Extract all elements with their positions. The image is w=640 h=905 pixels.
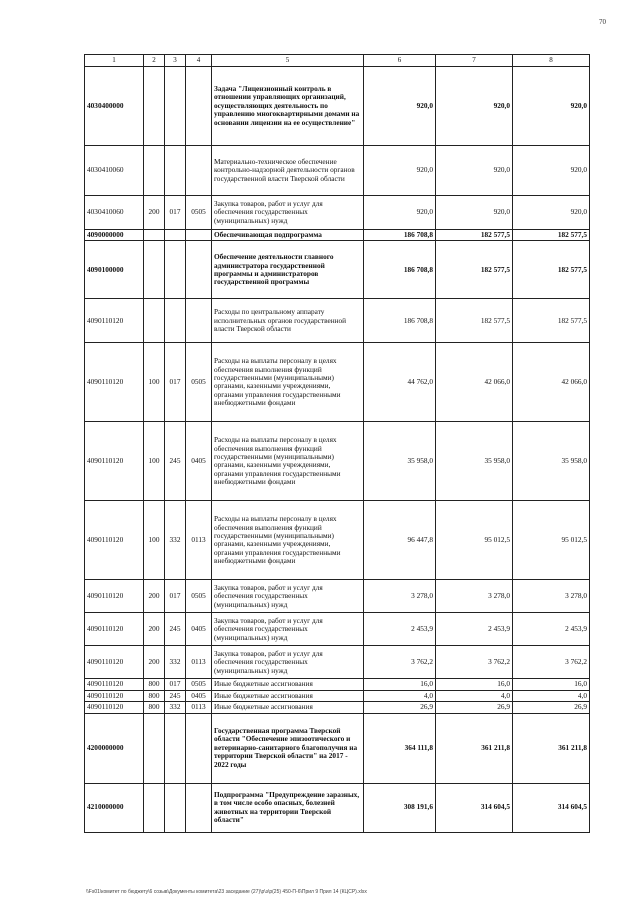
row-code: 4090000000 <box>85 230 144 241</box>
footer-file-path: \\Fs01\комитет по бюджету\6 созыв\Документы комитета\23 заседание (27)\р\з\р(25) 450-П-6\Прил 9 Прил 14 (КЦСР).xlsx <box>86 889 367 895</box>
row-name: Иные бюджетные ассигнования <box>212 702 364 713</box>
row-col3: 017 <box>165 343 186 422</box>
table-row <box>85 580 590 613</box>
row-value-1: 920,0 <box>364 67 436 146</box>
row-value-1: 2 453,9 <box>364 613 436 646</box>
row-col4: 0405 <box>186 613 212 646</box>
row-name: Иные бюджетные ассигнования <box>212 679 364 690</box>
row-value-2: 95 012,5 <box>436 501 513 580</box>
row-value-2: 314 604,5 <box>436 783 513 832</box>
page-number: 70 <box>599 18 606 26</box>
row-col3 <box>165 67 186 146</box>
table-row <box>85 713 590 783</box>
row-col2: 100 <box>144 422 165 501</box>
row-value-1: 186 708,8 <box>364 241 436 299</box>
row-value-3: 4,0 <box>513 690 590 701</box>
row-value-2: 4,0 <box>436 690 513 701</box>
row-code: 4090110120 <box>85 613 144 646</box>
row-col4: 0505 <box>186 343 212 422</box>
row-code: 4090110120 <box>85 679 144 690</box>
table-row <box>85 241 590 299</box>
row-code: 4090110120 <box>85 299 144 343</box>
row-value-2: 42 066,0 <box>436 343 513 422</box>
table-header-row <box>85 55 590 67</box>
row-code: 4030410060 <box>85 196 144 230</box>
row-value-2: 3 278,0 <box>436 580 513 613</box>
row-col4: 0505 <box>186 580 212 613</box>
row-code: 4090110120 <box>85 690 144 701</box>
row-col4: 0505 <box>186 196 212 230</box>
row-value-2: 920,0 <box>436 146 513 196</box>
row-code: 4030410060 <box>85 146 144 196</box>
row-col3: 332 <box>165 702 186 713</box>
row-col3 <box>165 783 186 832</box>
table-row <box>85 299 590 343</box>
row-name: Закупка товаров, работ и услуг для обеспечения государственных (муниципальных) нужд <box>212 196 364 230</box>
row-code: 4090100000 <box>85 241 144 299</box>
row-name: Подпрограмма "Предупреждение заразных, в том числе особо опасных, болезней животных на территории Тверской области" <box>212 783 364 832</box>
header-cell: 3 <box>165 55 186 67</box>
row-col3 <box>165 299 186 343</box>
row-col2 <box>144 299 165 343</box>
row-value-3: 26,9 <box>513 702 590 713</box>
row-col2 <box>144 783 165 832</box>
row-col3: 017 <box>165 679 186 690</box>
row-value-3: 3 762,2 <box>513 646 590 679</box>
row-value-2: 182 577,5 <box>436 299 513 343</box>
table-row <box>85 501 590 580</box>
header-cell: 7 <box>436 55 513 67</box>
row-col3: 245 <box>165 613 186 646</box>
row-value-3: 3 278,0 <box>513 580 590 613</box>
table-row <box>85 422 590 501</box>
row-col2: 800 <box>144 679 165 690</box>
table-row <box>85 146 590 196</box>
row-value-2: 182 577,5 <box>436 230 513 241</box>
row-value-1: 26,9 <box>364 702 436 713</box>
row-col2: 200 <box>144 646 165 679</box>
table-row <box>85 690 590 701</box>
row-col3 <box>165 241 186 299</box>
row-code: 4210000000 <box>85 783 144 832</box>
row-name: Закупка товаров, работ и услуг для обеспечения государственных (муниципальных) нужд <box>212 580 364 613</box>
header-cell: 4 <box>186 55 212 67</box>
row-value-3: 920,0 <box>513 196 590 230</box>
row-value-3: 361 211,8 <box>513 713 590 783</box>
row-col3: 332 <box>165 501 186 580</box>
row-value-1: 364 111,8 <box>364 713 436 783</box>
row-col4: 0113 <box>186 501 212 580</box>
row-value-1: 920,0 <box>364 196 436 230</box>
row-name: Закупка товаров, работ и услуг для обеспечения государственных (муниципальных) нужд <box>212 613 364 646</box>
row-col4 <box>186 783 212 832</box>
row-col4: 0113 <box>186 702 212 713</box>
row-col2: 200 <box>144 613 165 646</box>
row-code: 4090110120 <box>85 501 144 580</box>
row-col3: 245 <box>165 690 186 701</box>
row-value-2: 920,0 <box>436 67 513 146</box>
row-col2 <box>144 241 165 299</box>
row-value-1: 3 278,0 <box>364 580 436 613</box>
row-name: Государственная программа Тверской области "Обеспечение эпизоотического и ветеринарно-санитарного благополучия на территории Тверской области" на 2017 - 2022 годы <box>212 713 364 783</box>
row-col3 <box>165 230 186 241</box>
row-value-3: 314 604,5 <box>513 783 590 832</box>
row-col4: 0405 <box>186 690 212 701</box>
row-code: 4090110120 <box>85 646 144 679</box>
row-value-2: 16,0 <box>436 679 513 690</box>
row-value-1: 44 762,0 <box>364 343 436 422</box>
row-code: 4090110120 <box>85 343 144 422</box>
row-name: Обеспечение деятельности главного администратора государственной программы и администраторов государственной программы <box>212 241 364 299</box>
row-value-3: 182 577,5 <box>513 230 590 241</box>
row-col4 <box>186 299 212 343</box>
row-col4: 0405 <box>186 422 212 501</box>
row-code: 4090110120 <box>85 702 144 713</box>
row-col2 <box>144 146 165 196</box>
row-name: Расходы на выплаты персоналу в целях обеспечения выполнения функций государственными (муниципальными) органами, казенными учреждениями, органами управления государственными внебюджетными фондами <box>212 422 364 501</box>
row-code: 4090110120 <box>85 580 144 613</box>
row-col4 <box>186 713 212 783</box>
row-value-2: 35 958,0 <box>436 422 513 501</box>
table-row <box>85 702 590 713</box>
row-col4: 0113 <box>186 646 212 679</box>
table-row <box>85 783 590 832</box>
row-name: Закупка товаров, работ и услуг для обеспечения государственных (муниципальных) нужд <box>212 646 364 679</box>
table-row <box>85 679 590 690</box>
row-col2 <box>144 713 165 783</box>
row-col4 <box>186 230 212 241</box>
row-value-3: 42 066,0 <box>513 343 590 422</box>
row-code: 4090110120 <box>85 422 144 501</box>
row-col3: 017 <box>165 196 186 230</box>
table-row <box>85 343 590 422</box>
row-value-1: 4,0 <box>364 690 436 701</box>
row-code: 4030400000 <box>85 67 144 146</box>
row-value-1: 96 447,8 <box>364 501 436 580</box>
header-cell: 5 <box>212 55 364 67</box>
row-value-2: 3 762,2 <box>436 646 513 679</box>
table-row <box>85 230 590 241</box>
header-cell: 6 <box>364 55 436 67</box>
row-value-3: 182 577,5 <box>513 299 590 343</box>
row-value-1: 3 762,2 <box>364 646 436 679</box>
row-name: Обеспечивающая подпрограмма <box>212 230 364 241</box>
row-value-2: 182 577,5 <box>436 241 513 299</box>
row-col3: 332 <box>165 646 186 679</box>
table-row <box>85 613 590 646</box>
row-value-2: 2 453,9 <box>436 613 513 646</box>
row-value-3: 2 453,9 <box>513 613 590 646</box>
header-cell: 1 <box>85 55 144 67</box>
row-name: Расходы на выплаты персоналу в целях обеспечения выполнения функций государственными (муниципальными) органами, казенными учреждениями, органами управления государственными внебюджетными фондами <box>212 501 364 580</box>
row-value-3: 95 012,5 <box>513 501 590 580</box>
row-value-1: 920,0 <box>364 146 436 196</box>
row-name: Расходы на выплаты персоналу в целях обеспечения выполнения функций государственными (муниципальными) органами, казенными учреждениями, органами управления государственными внебюджетными фондами <box>212 343 364 422</box>
row-value-3: 920,0 <box>513 67 590 146</box>
row-value-2: 920,0 <box>436 196 513 230</box>
row-name: Иные бюджетные ассигнования <box>212 690 364 701</box>
row-value-3: 16,0 <box>513 679 590 690</box>
header-cell: 8 <box>513 55 590 67</box>
row-col3 <box>165 713 186 783</box>
row-value-1: 186 708,8 <box>364 230 436 241</box>
row-value-1: 16,0 <box>364 679 436 690</box>
row-value-1: 186 708,8 <box>364 299 436 343</box>
row-value-2: 26,9 <box>436 702 513 713</box>
budget-table <box>84 54 590 833</box>
row-col4 <box>186 241 212 299</box>
row-code: 4200000000 <box>85 713 144 783</box>
row-value-3: 920,0 <box>513 146 590 196</box>
row-value-1: 308 191,6 <box>364 783 436 832</box>
row-name: Расходы по центральному аппарату исполнительных органов государственной власти Тверской области <box>212 299 364 343</box>
row-col4: 0505 <box>186 679 212 690</box>
table-row <box>85 196 590 230</box>
row-name: Задача "Лицензионный контроль в отношении управляющих организаций, осуществляющих деятельность по управлению многоквартирными домами на основании лицензии на ее осуществление" <box>212 67 364 146</box>
row-value-2: 361 211,8 <box>436 713 513 783</box>
row-col2: 200 <box>144 196 165 230</box>
row-col3: 245 <box>165 422 186 501</box>
row-col2 <box>144 67 165 146</box>
row-col2: 800 <box>144 690 165 701</box>
header-cell: 2 <box>144 55 165 67</box>
row-col2: 100 <box>144 343 165 422</box>
row-col2: 100 <box>144 501 165 580</box>
row-col3: 017 <box>165 580 186 613</box>
row-name: Материально-техническое обеспечение контрольно-надзорной деятельности органов государственной власти Тверской области <box>212 146 364 196</box>
row-value-3: 182 577,5 <box>513 241 590 299</box>
row-col4 <box>186 67 212 146</box>
row-value-3: 35 958,0 <box>513 422 590 501</box>
row-value-1: 35 958,0 <box>364 422 436 501</box>
row-col2: 800 <box>144 702 165 713</box>
row-col3 <box>165 146 186 196</box>
row-col4 <box>186 146 212 196</box>
row-col2: 200 <box>144 580 165 613</box>
table-row <box>85 646 590 679</box>
table-row <box>85 67 590 146</box>
row-col2 <box>144 230 165 241</box>
